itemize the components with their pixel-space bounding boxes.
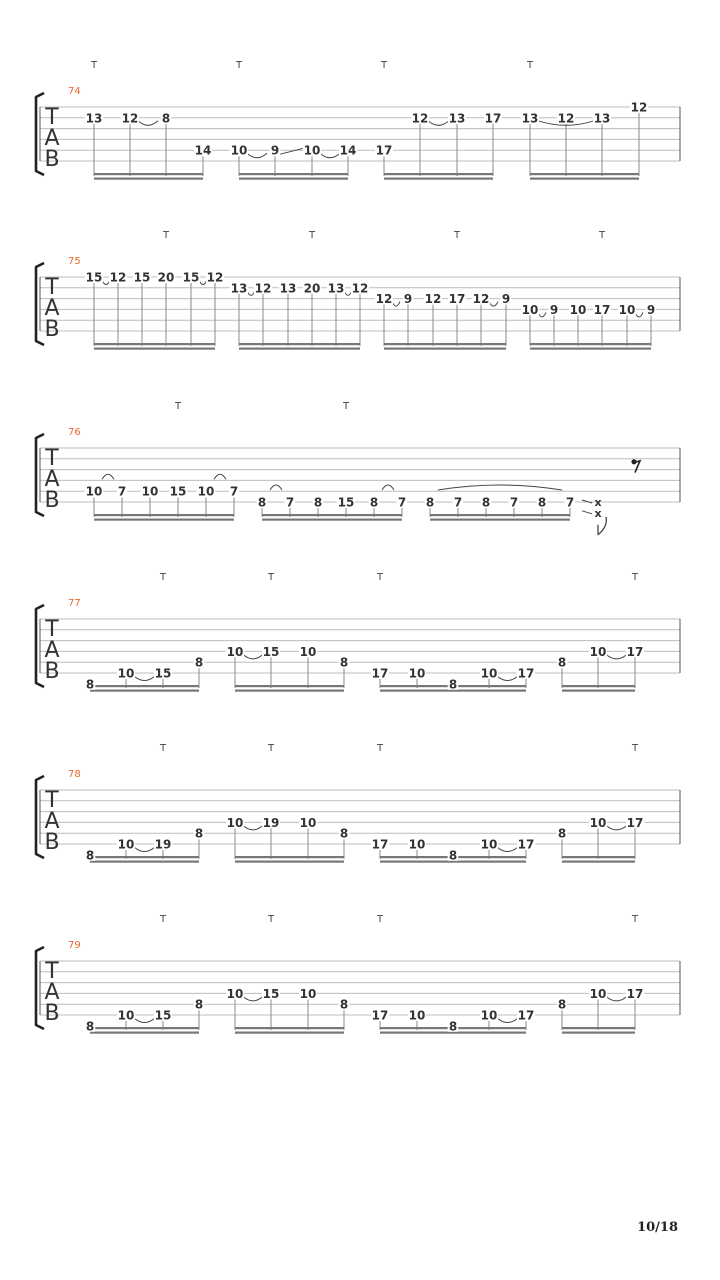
fret-number: 10 (299, 986, 317, 1001)
tab-clef-letter: B (44, 317, 60, 342)
tie-arc (138, 121, 158, 126)
beam-primary (94, 343, 215, 345)
tap-mark: T (380, 60, 388, 71)
tie-arc (497, 1018, 518, 1023)
fret-number: 17 (517, 837, 535, 852)
tab-clef-letter: T (45, 959, 59, 984)
fret-number: 10 (85, 484, 103, 499)
beam-primary (430, 514, 570, 516)
tie-arc (134, 847, 155, 852)
fret-number: 10 (521, 302, 539, 317)
slide-line (280, 148, 304, 154)
fret-number: 10 (569, 302, 587, 317)
fret-number: 7 (453, 495, 463, 510)
fret-number: 8 (161, 111, 171, 126)
measure-number: 77 (68, 598, 81, 609)
fret-number: 15 (169, 484, 187, 499)
fret-number: 12 (121, 111, 139, 126)
tap-mark: T (376, 743, 384, 754)
fret-number: 10 (480, 1008, 498, 1023)
beam-primary (94, 173, 203, 175)
fret-number: 8 (194, 826, 204, 841)
fret-number: 15 (337, 495, 355, 510)
measure-number: 78 (68, 769, 81, 780)
fret-number: 8 (537, 495, 547, 510)
beam-primary (90, 1027, 199, 1029)
tap-mark: T (631, 743, 639, 754)
tap-mark: T (159, 914, 167, 925)
fret-number: 7 (285, 495, 295, 510)
fret-number: 15 (262, 986, 280, 1001)
fret-number: 10 (303, 143, 321, 158)
dead-note: x (594, 496, 602, 509)
tap-mark: T (159, 743, 167, 754)
tie-arc (635, 312, 643, 317)
fret-number: 8 (85, 677, 95, 692)
fret-number: 17 (375, 143, 393, 158)
measure-number: 79 (68, 940, 81, 951)
tap-mark: T (267, 572, 275, 583)
tap-mark: T (376, 572, 384, 583)
tap-mark: T (174, 401, 182, 412)
tap-mark: T (162, 230, 170, 241)
fret-number: 10 (117, 666, 135, 681)
fret-number: 10 (299, 815, 317, 830)
tap-mark: T (453, 230, 461, 241)
tap-mark: T (308, 230, 316, 241)
measure-number: 76 (68, 427, 81, 438)
fret-number: 13 (593, 111, 611, 126)
fret-number: 10 (589, 815, 607, 830)
fret-number: 20 (157, 270, 175, 285)
beam-primary (384, 343, 506, 345)
tap-mark: T (235, 60, 243, 71)
fret-number: 10 (230, 143, 248, 158)
fret-number: 10 (299, 644, 317, 659)
fret-number: 17 (448, 292, 466, 307)
tab-clef-letter: T (45, 446, 59, 471)
beam-secondary (262, 519, 402, 521)
beam-secondary (235, 861, 344, 863)
fret-number: 10 (226, 986, 244, 1001)
tie-arc (606, 825, 627, 830)
fret-number: 12 (109, 270, 127, 285)
fret-number: 12 (472, 292, 490, 307)
fret-number: 17 (593, 302, 611, 317)
fret-number: 13 (521, 111, 539, 126)
fret-number: 9 (270, 143, 280, 158)
tab-clef-letter: A (44, 126, 60, 151)
fret-number: 10 (480, 666, 498, 681)
tab-clef-letter: B (44, 488, 60, 513)
tie-arc (134, 676, 155, 681)
tie-arc (247, 153, 267, 158)
fret-number: 7 (229, 484, 239, 499)
fret-number: 13 (230, 281, 248, 296)
fret-number: 15 (182, 270, 200, 285)
beam-primary (235, 685, 344, 687)
fret-number: 8 (339, 655, 349, 670)
fret-number: 8 (481, 495, 491, 510)
tap-mark: T (631, 914, 639, 925)
fret-number: 10 (408, 837, 426, 852)
beam-secondary (94, 178, 203, 180)
beam-secondary (562, 861, 635, 863)
fret-number: 8 (339, 826, 349, 841)
tab-clef-letter: B (44, 830, 60, 855)
tie-arc (606, 654, 627, 659)
fret-number: 8 (557, 826, 567, 841)
tie-arc (243, 654, 263, 659)
fret-number: 9 (501, 292, 511, 307)
fret-number: 17 (517, 666, 535, 681)
tab-clef-letter: A (44, 980, 60, 1005)
tap-mark: T (267, 743, 275, 754)
beam-primary (235, 856, 344, 858)
fret-number: 9 (403, 292, 413, 307)
beam-primary (90, 856, 199, 858)
fret-number: 7 (397, 495, 407, 510)
fret-number: 10 (141, 484, 159, 499)
fret-number: 17 (371, 1008, 389, 1023)
beam-secondary (235, 690, 344, 692)
beam-secondary (90, 861, 199, 863)
fret-number: 10 (226, 644, 244, 659)
tie-arc (497, 676, 518, 681)
dead-note: x (594, 506, 602, 520)
fret-number: 13 (85, 111, 103, 126)
fret-number: 15 (154, 1008, 172, 1023)
fret-number: 9 (549, 302, 559, 317)
fret-number: 8 (448, 848, 458, 863)
beam-secondary (530, 348, 651, 350)
dead-note-slide (582, 511, 592, 514)
beam-primary (530, 173, 639, 175)
tap-mark: T (90, 60, 98, 71)
beam-secondary (94, 519, 234, 521)
eighth-rest-icon (633, 461, 640, 473)
tie-arc (102, 474, 114, 479)
tie-arc (382, 485, 394, 490)
tie-arc (134, 1018, 155, 1023)
tie-arc (438, 485, 562, 490)
fret-number: 17 (626, 644, 644, 659)
fret-number: 8 (425, 495, 435, 510)
tie-arc (606, 996, 627, 1001)
fret-number: 10 (117, 837, 135, 852)
fret-number: 8 (339, 997, 349, 1012)
beam-secondary (384, 178, 493, 180)
tab-clef-letter: B (44, 659, 60, 684)
tap-mark: T (376, 914, 384, 925)
fret-number: 17 (626, 815, 644, 830)
tab-clef-letter: A (44, 638, 60, 663)
tab-clef-letter: B (44, 147, 60, 172)
beam-secondary (94, 348, 215, 350)
tab-clef-letter: A (44, 467, 60, 492)
tie-arc (392, 302, 400, 307)
tap-mark: T (342, 401, 350, 412)
beam-secondary (530, 178, 639, 180)
fret-number: 8 (313, 495, 323, 510)
fret-number: 17 (484, 111, 502, 126)
tab-clef-letter: A (44, 809, 60, 834)
fret-number: 17 (517, 1008, 535, 1023)
beam-primary (239, 173, 348, 175)
tap-mark: T (526, 60, 534, 71)
fret-number: 13 (448, 111, 466, 126)
fret-number: 12 (424, 292, 442, 307)
fret-number: 10 (408, 666, 426, 681)
tap-mark: T (159, 572, 167, 583)
fret-number: 7 (509, 495, 519, 510)
fret-number: 15 (85, 270, 103, 285)
fret-number: 19 (154, 837, 172, 852)
beam-secondary (90, 1032, 199, 1034)
fret-number: 8 (557, 655, 567, 670)
fret-number: 8 (257, 495, 267, 510)
fret-number: 10 (226, 815, 244, 830)
fret-number: 8 (448, 677, 458, 692)
fret-number: 8 (85, 1019, 95, 1034)
beam-primary (530, 343, 651, 345)
fret-number: 12 (375, 292, 393, 307)
fret-number: 10 (589, 986, 607, 1001)
fret-number: 8 (448, 1019, 458, 1034)
tab-clef-letter: A (44, 296, 60, 321)
beam-primary (384, 173, 493, 175)
tie-arc (428, 121, 449, 126)
fret-number: 7 (565, 495, 575, 510)
tie-arc (243, 825, 263, 830)
beam-primary (90, 685, 199, 687)
fret-number: 12 (411, 111, 429, 126)
tie-arc (497, 847, 518, 852)
measure-number: 75 (68, 256, 81, 267)
fret-number: 14 (194, 143, 212, 158)
tap-mark: T (598, 230, 606, 241)
fret-number: 9 (646, 302, 656, 317)
fret-number: 13 (279, 281, 297, 296)
tie-arc (489, 302, 498, 307)
tie-arc (320, 153, 340, 158)
fret-number: 8 (194, 655, 204, 670)
fret-number: 10 (117, 1008, 135, 1023)
fret-number: 10 (480, 837, 498, 852)
tab-clef-letter: T (45, 275, 59, 300)
beam-primary (262, 514, 402, 516)
tap-mark: T (267, 914, 275, 925)
fret-number: 8 (369, 495, 379, 510)
beam-primary (235, 1027, 344, 1029)
beam-secondary (430, 519, 570, 521)
fret-number: 8 (85, 848, 95, 863)
beam-secondary (562, 690, 635, 692)
beam-secondary (90, 690, 199, 692)
fret-number: 12 (206, 270, 224, 285)
tab-clef-letter: B (44, 1001, 60, 1026)
fret-number: 8 (557, 997, 567, 1012)
beam-secondary (235, 1032, 344, 1034)
tie-arc (243, 996, 263, 1001)
fret-number: 12 (557, 111, 575, 126)
fret-number: 17 (371, 666, 389, 681)
tab-clef-letter: T (45, 788, 59, 813)
fret-number: 10 (197, 484, 215, 499)
beam-secondary (239, 348, 360, 350)
page-number: 10/18 (637, 1220, 678, 1235)
fret-number: 14 (339, 143, 357, 158)
tie-arc (270, 485, 282, 490)
fret-number: 15 (133, 270, 151, 285)
fret-number: 12 (351, 281, 369, 296)
fret-number: 10 (618, 302, 636, 317)
beam-secondary (239, 178, 348, 180)
measure-number: 74 (68, 86, 81, 97)
fret-number: 17 (626, 986, 644, 1001)
beam-primary (239, 343, 360, 345)
fret-number: 7 (117, 484, 127, 499)
beam-primary (562, 856, 635, 858)
tab-clef-letter: T (45, 617, 59, 642)
fret-number: 20 (303, 281, 321, 296)
fret-number: 10 (589, 644, 607, 659)
beam-primary (562, 685, 635, 687)
fret-number: 15 (262, 644, 280, 659)
fret-number: 12 (254, 281, 272, 296)
fret-number: 8 (194, 997, 204, 1012)
beam-primary (94, 514, 234, 516)
beam-secondary (384, 348, 506, 350)
fret-number: 15 (154, 666, 172, 681)
fret-number: 17 (371, 837, 389, 852)
fret-number: 10 (408, 1008, 426, 1023)
tab-clef-letter: T (45, 105, 59, 130)
beam-secondary (562, 1032, 635, 1034)
beam-primary (562, 1027, 635, 1029)
fret-number: 19 (262, 815, 280, 830)
tap-mark: T (631, 572, 639, 583)
fret-number: 12 (630, 100, 648, 115)
fret-number: 13 (327, 281, 345, 296)
tie-arc (214, 474, 226, 479)
tie-arc (538, 312, 546, 317)
